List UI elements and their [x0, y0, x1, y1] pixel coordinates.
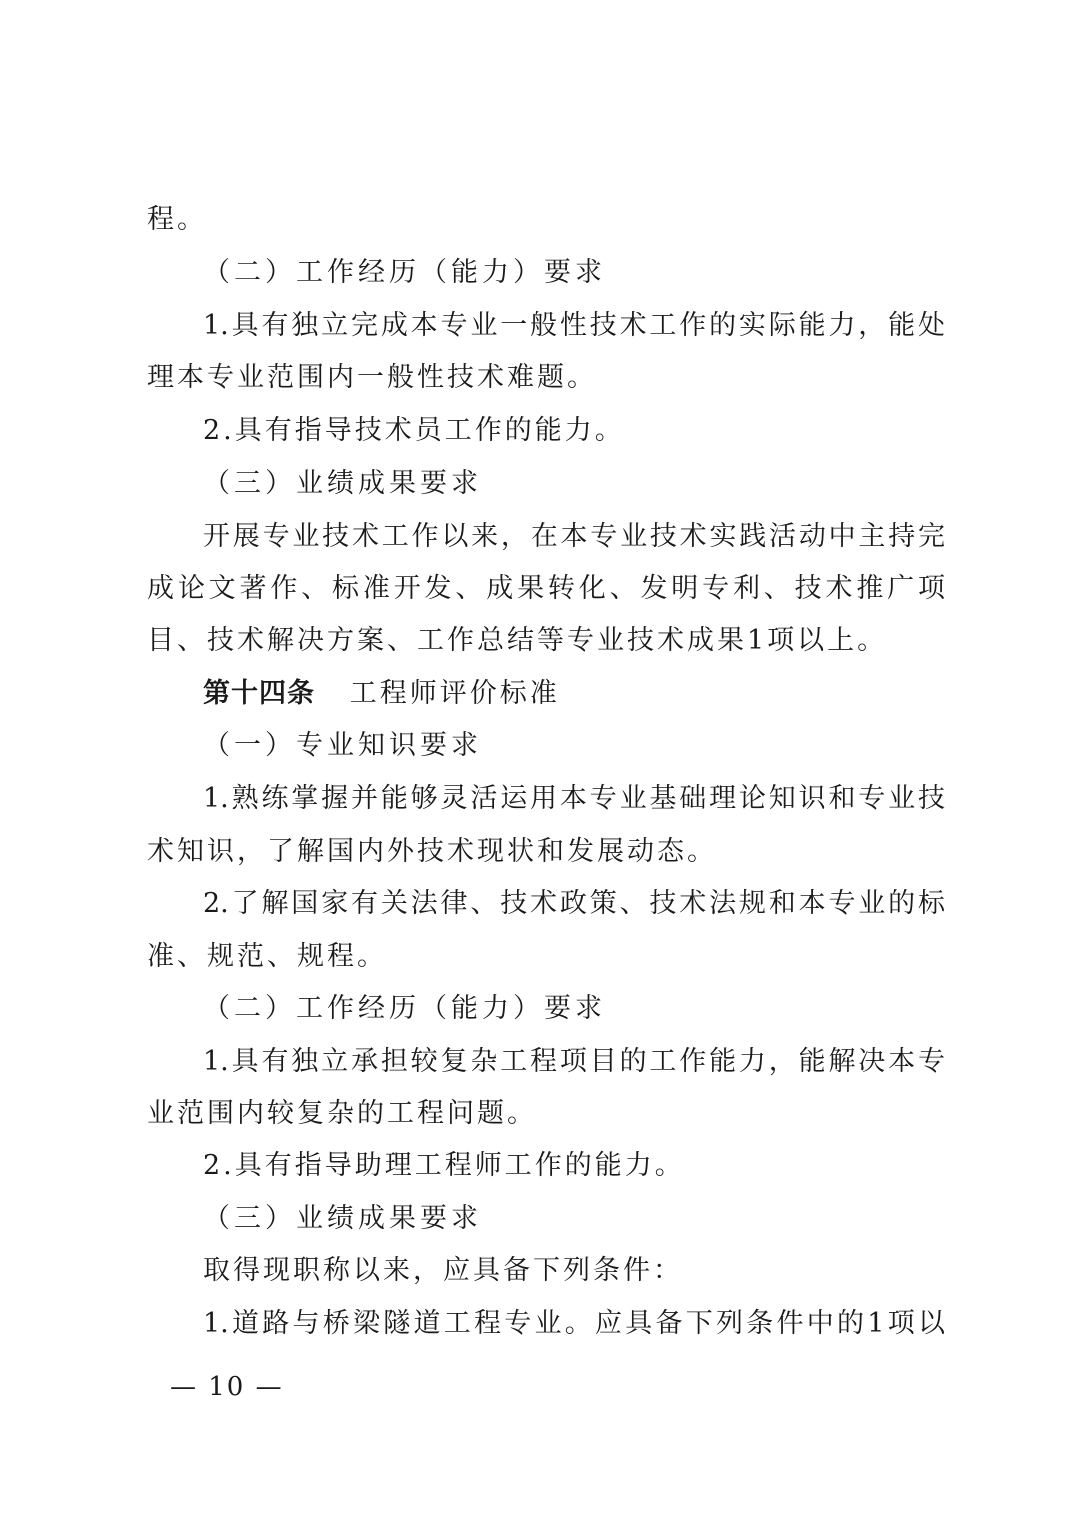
section-heading: （二）工作经历（能力）要求: [203, 993, 606, 1024]
paragraph-line: 2.了解国家有关法律、技术政策、技术法规和本专业的标: [203, 888, 945, 919]
section-heading: （二）工作经历（能力）要求: [203, 257, 606, 288]
page-number: — 10 —: [170, 1372, 284, 1402]
section-heading: （三）业绩成果要求: [203, 468, 482, 499]
section-heading: （三）业绩成果要求: [203, 1203, 482, 1234]
article-label: 第十四条: [203, 678, 315, 709]
article-heading: [203, 674, 560, 714]
paragraph-line: 取得现职称以来，应具备下列条件：: [203, 1255, 683, 1286]
paragraph-line: 理本专业范围内一般性技术难题。: [147, 362, 597, 393]
paragraph-line: 业范围内较复杂的工程问题。: [147, 1098, 537, 1129]
section-heading: （一）专业知识要求: [203, 730, 482, 761]
article-title: 工程师评价标准: [349, 678, 560, 709]
paragraph-line: 1.熟练掌握并能够灵活运用本专业基础理论知识和专业技: [203, 783, 945, 814]
paragraph-line: 1.具有独立完成本专业一般性技术工作的实际能力，能处: [203, 310, 945, 341]
paragraph-line: 1.道路与桥梁隧道工程专业。应具备下列条件中的1项以: [203, 1308, 945, 1339]
paragraph-line: 开展专业技术工作以来，在本专业技术实践活动中主持完: [203, 521, 945, 552]
paragraph-line: 成论文著作、标准开发、成果转化、发明专利、技术推广项: [147, 573, 945, 604]
paragraph-line: 准、规范、规程。: [147, 941, 387, 972]
paragraph-line: 目、技术解决方案、工作总结等专业技术成果1项以上。: [147, 625, 888, 656]
paragraph-line: 术知识，了解国内外技术现状和发展动态。: [147, 836, 717, 867]
paragraph-line: 2.具有指导助理工程师工作的能力。: [203, 1150, 685, 1181]
paragraph-line: 2.具有指导技术员工作的能力。: [203, 415, 625, 446]
paragraph-line: 1.具有独立承担较复杂工程项目的工作能力，能解决本专: [203, 1046, 945, 1077]
paragraph-line: 程。: [147, 204, 207, 235]
